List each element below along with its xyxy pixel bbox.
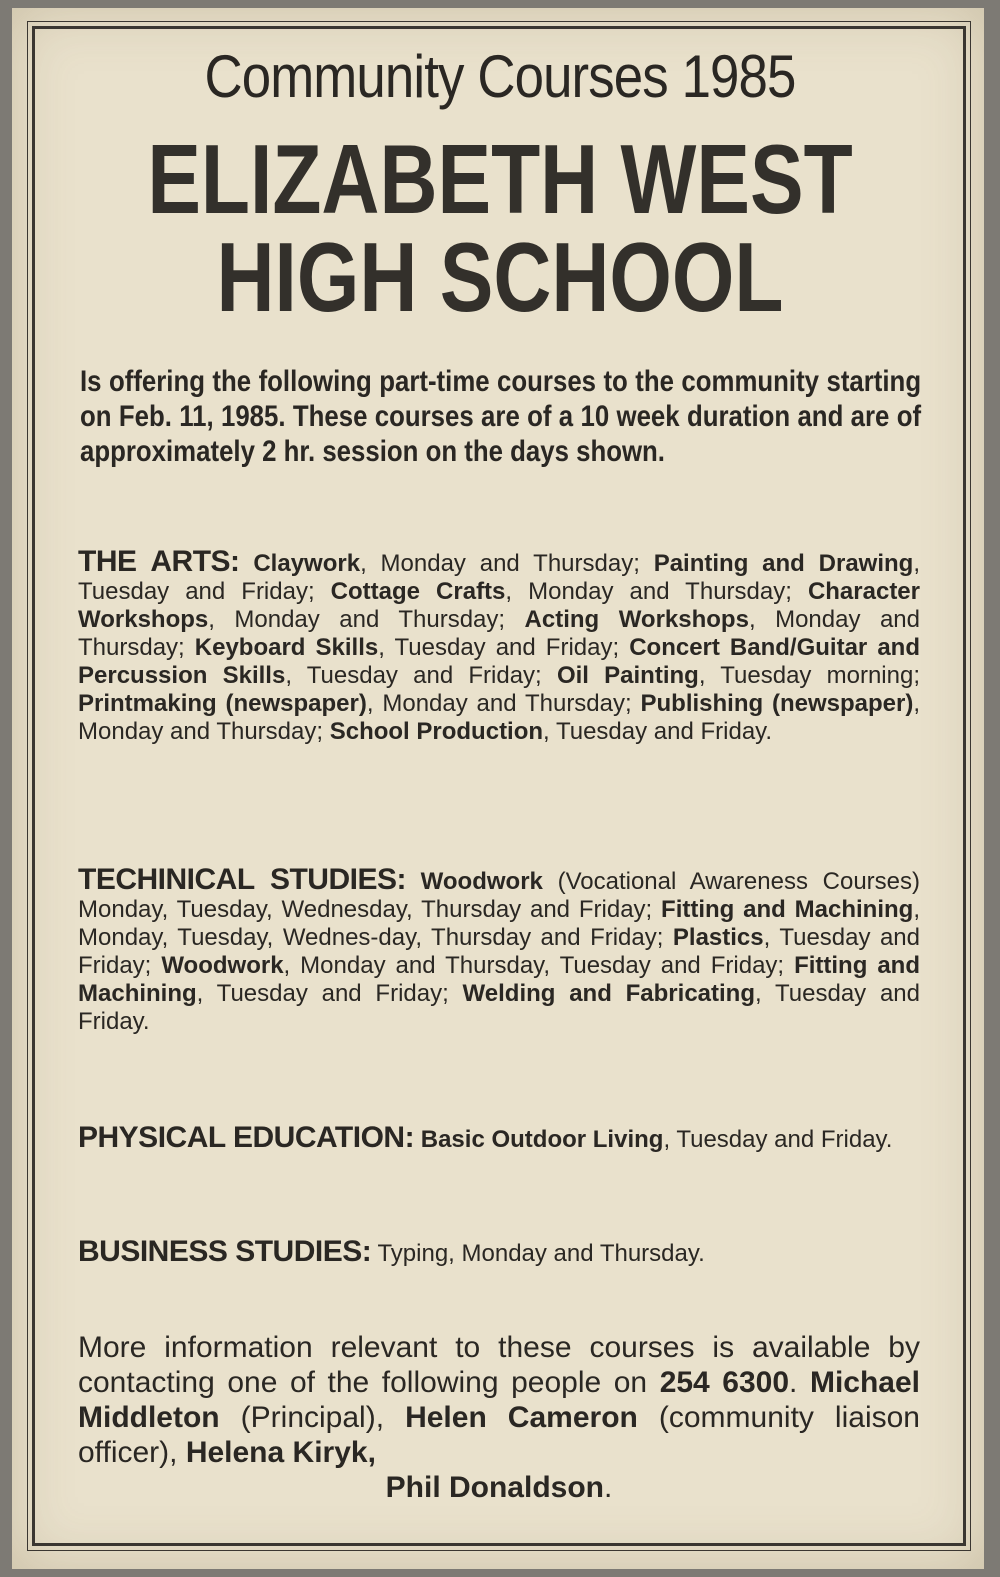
contact-role: (community liaison officer), (78, 1401, 920, 1469)
course-name: Painting and Drawing (653, 550, 914, 577)
course-days: , Tuesday morning; (698, 662, 920, 689)
course-days: , Tuesday and Friday. (78, 980, 920, 1035)
course-days: , Tuesday and Friday. (663, 1126, 893, 1153)
section-physical (78, 1121, 920, 1154)
course-days: , Monday and Thursday, Tuesday and Friday; (283, 952, 795, 979)
contact-info: More information relevant to these courses is available by contacting one of the following people on 254 6300. Michael Middleton (Principal), Helen Cameron (community liaison officer), Helena Kiryk, Phil Donaldson. (78, 1331, 920, 1504)
section-heading: THE ARTS: (78, 545, 240, 578)
school-name-line2: HIGH SCHOOL (216, 222, 784, 332)
contact-name: Helena Kiryk, (185, 1436, 376, 1469)
course-days: , Tuesday and Friday; (196, 980, 463, 1007)
course-name: Concert Band/Guitar and Percussion Skills (78, 634, 920, 689)
course-name: Cottage Crafts (330, 578, 506, 605)
course-name: Printmaking (newspaper) (78, 690, 367, 717)
section-arts (78, 545, 920, 746)
course-name: Plastics (672, 924, 764, 951)
section-heading: BUSINESS STUDIES: (78, 1235, 372, 1268)
school-name (90, 124, 910, 332)
course-name: Character Workshops (78, 578, 920, 633)
course-name: Basic Outdoor Living (420, 1126, 664, 1153)
course-days: , Monday and Thursday; (78, 690, 920, 745)
course-days: , Tuesday and Friday; (285, 662, 557, 689)
course-text: Typing, Monday and Thursday. (377, 1240, 705, 1267)
contact-end: . (604, 1471, 613, 1504)
course-name: Woodwork (161, 952, 284, 979)
section-technical (78, 863, 921, 1036)
course-days: , Tuesday and Friday; (78, 550, 920, 605)
course-name: Welding and Fabricating (462, 980, 755, 1007)
course-days: , Monday and Thursday; (78, 606, 920, 661)
school-name-line1: ELIZABETH WEST (147, 124, 853, 234)
course-name: School Production (329, 718, 544, 745)
course-days: , Monday and Thursday; (360, 550, 654, 577)
course-list (78, 550, 920, 745)
contact-role: (Principal), (219, 1401, 406, 1434)
intro-paragraph: Is offering the following part-time courses to the community starting on Feb. 11, 1985. These courses are of a 10 week duration and are of approximately 2 hr. session on the days shown. (80, 365, 922, 468)
course-days: , Monday and Thursday; (366, 690, 641, 717)
contact-name: Phil Donaldson (385, 1471, 604, 1504)
course-days: , Tuesday and Friday. (543, 718, 773, 745)
course-days: , Tuesday and Friday; (78, 924, 920, 979)
course-name: Fitting and Machining (661, 896, 914, 923)
course-name: Keyboard Skills (194, 634, 379, 661)
course-name: Oil Painting (556, 662, 699, 689)
phone-number: 254 6300 (659, 1366, 790, 1399)
section-business (78, 1235, 920, 1268)
course-days: (Vocational Awareness Courses) Monday, Tuesday, Wednesday, Thursday and Friday; (78, 868, 921, 923)
section-heading: TECHINICAL STUDIES: (78, 863, 406, 896)
course-days: , Tuesday and Friday; (378, 634, 630, 661)
page-title: Community Courses 1985 (204, 43, 796, 110)
contact-lead: More information relevant to these courses is available by contacting one of the following people on (78, 1331, 920, 1399)
course-name: Publishing (newspaper) (640, 690, 914, 717)
contact-name: Michael Middleton (78, 1366, 920, 1434)
contact-name: Helen Cameron (405, 1401, 638, 1434)
course-name: Claywork (253, 550, 361, 577)
course-list (421, 1126, 893, 1153)
course-days: , Monday, Tuesday, Wednes-day, Thursday and Friday; (78, 896, 920, 951)
course-days: , Monday and Thursday; (505, 578, 808, 605)
section-heading: PHYSICAL EDUCATION: (78, 1121, 415, 1154)
course-name: Woodwork (420, 868, 543, 895)
course-name: Fitting and Machining (78, 952, 921, 1007)
course-days: , Monday and Thursday; (208, 606, 525, 633)
course-name: Acting Workshops (524, 606, 749, 633)
